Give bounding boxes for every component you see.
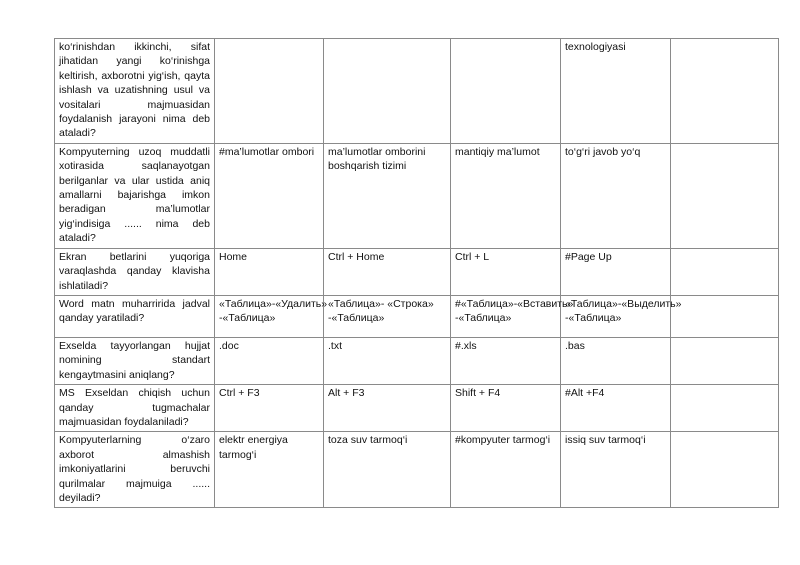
- table-row: [55, 385, 779, 432]
- table-row: [55, 248, 779, 295]
- answer-cell: [671, 143, 779, 248]
- answer-cell: #Page Up: [561, 248, 671, 295]
- table-row: [55, 143, 779, 248]
- answer-cell: .doc: [215, 337, 324, 384]
- answer-cell: [324, 39, 451, 144]
- question-cell: MS Exseldan chiqish uchun qanday tugmachalar majmuasidan foydalaniladi?: [55, 385, 215, 432]
- answer-cell: #.xls: [451, 337, 561, 384]
- answer-cell: [671, 385, 779, 432]
- answer-cell: #«Таблица»-«Вставить» -«Таблица»: [451, 295, 561, 337]
- answer-cell: Ctrl + L: [451, 248, 561, 295]
- answer-cell: [451, 39, 561, 144]
- answer-cell: «Таблица»- «Строка» -«Таблица»: [324, 295, 451, 337]
- answer-cell: [671, 248, 779, 295]
- table-row: [55, 39, 779, 144]
- question-cell: Exselda tayyorlangan hujjat nomining standart kengaytmasini aniqlang?: [55, 337, 215, 384]
- answer-cell: [671, 39, 779, 144]
- answer-cell: to‘g‘ri javob yo‘q: [561, 143, 671, 248]
- questions-table: [54, 38, 779, 508]
- answer-cell: Shift + F4: [451, 385, 561, 432]
- answer-cell: #kompyuter tarmog‘i: [451, 432, 561, 508]
- question-cell: Kompyuterlarning o‘zaro axborot almashish imkoniyatlarini beruvchi qurilmalar majmuiga ...... deyiladi?: [55, 432, 215, 508]
- answer-cell: Ctrl + F3: [215, 385, 324, 432]
- answer-cell: [671, 295, 779, 337]
- question-cell: ko‘rinishdan ikkinchi, sifat jihatidan yangi ko‘rinishga keltirish, axborotni yig‘ish, qayta ishlash va uzatishning usul va vositalari majmuasidan foydalanish jarayoni nima deb ataladi?: [55, 39, 215, 144]
- question-cell: Kompyuterning uzoq muddatli xotirasida saqlanayotgan berilganlar va ular ustida aniq amallarni bajarishga imkon beradigan ma’lumotlar yig‘indisiga ...... nima deb ataladi?: [55, 143, 215, 248]
- answer-cell: texnologiyasi: [561, 39, 671, 144]
- answer-cell: Alt + F3: [324, 385, 451, 432]
- answer-cell: elektr energiya tarmog‘i: [215, 432, 324, 508]
- answer-cell: toza suv tarmoq‘i: [324, 432, 451, 508]
- answer-cell: #Alt +F4: [561, 385, 671, 432]
- table-row: [55, 432, 779, 508]
- answer-cell: [671, 337, 779, 384]
- answer-cell: Ctrl + Home: [324, 248, 451, 295]
- answer-cell: #ma’lumotlar ombori: [215, 143, 324, 248]
- table-row: [55, 337, 779, 384]
- answer-cell: Home: [215, 248, 324, 295]
- question-cell: Ekran betlarini yuqoriga varaqlashda qanday klavisha ishlatiladi?: [55, 248, 215, 295]
- question-cell: Word matn muharririda jadval qanday yaratiladi?: [55, 295, 215, 337]
- answer-cell: ma’lumotlar omborini boshqarish tizimi: [324, 143, 451, 248]
- answer-cell: mantiqiy ma’lumot: [451, 143, 561, 248]
- answer-cell: issiq suv tarmoq‘i: [561, 432, 671, 508]
- answer-cell: [215, 39, 324, 144]
- table-row: [55, 295, 779, 337]
- answer-cell: «Таблица»-«Выделить» -«Таблица»: [561, 295, 671, 337]
- answer-cell: .txt: [324, 337, 451, 384]
- answer-cell: «Таблица»-«Удалить» -«Таблица»: [215, 295, 324, 337]
- answer-cell: .bas: [561, 337, 671, 384]
- answer-cell: [671, 432, 779, 508]
